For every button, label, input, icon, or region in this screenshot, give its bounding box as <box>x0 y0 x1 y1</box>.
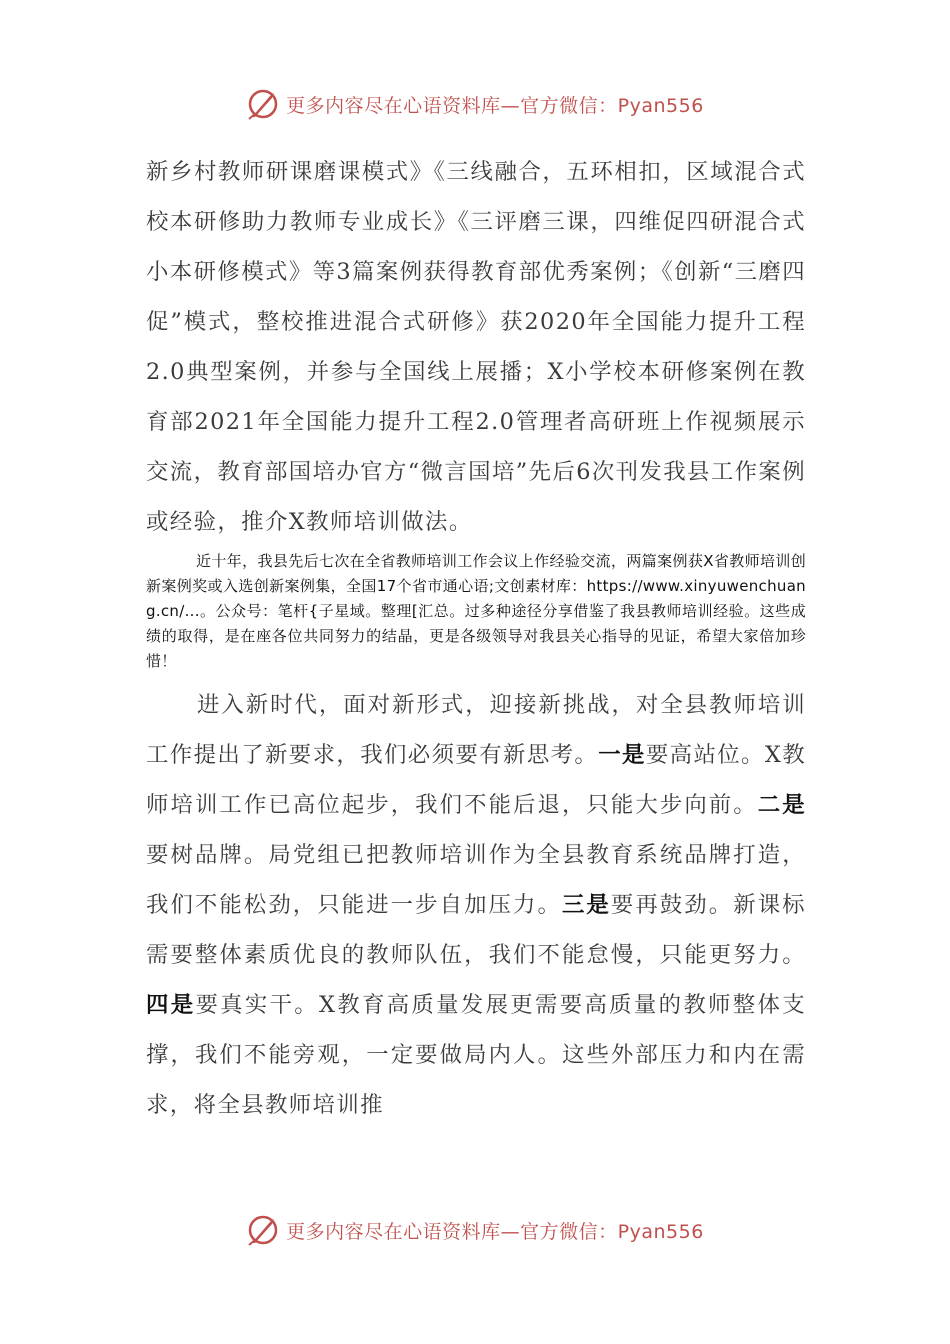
document-body <box>146 147 806 1130</box>
point-2-text: 要树品牌。局党组已把教师培训作为全县教育系统品牌打造，我们不能松劲，只能进一步自加压力。 <box>146 842 806 918</box>
footer-banner <box>0 1210 950 1250</box>
point-1-label: 一是 <box>598 742 646 768</box>
paragraph-2: 近十年，我县先后七次在全省教师培训工作会议上作经验交流，两篇案例获X省教师培训创新案例奖或入选创新案例集，全国17个省市通心语;文创素材库：https://www.xinyuwenchuang.cn/...。公众号：笔杆{子星域。整理[汇总。过多种途径分享借鉴了我县教师培训经验。这些成绩的取得，是在座各位共同努力的结晶，更是各级领导对我县关心指导的见证，希望大家倍加珍惜！ <box>146 552 806 670</box>
point-3-text: 要再鼓劲。新课标需要整体素质优良的教师队伍，我们不能怠慢，只能更努力。 <box>146 892 806 968</box>
header-banner <box>0 84 950 124</box>
quill-pen-circle-icon <box>246 1213 280 1247</box>
point-3-label: 三是 <box>561 892 611 918</box>
paragraph-3 <box>146 680 806 1130</box>
header-text: 更多内容尽在心语资料库—官方微信：Pyan556 <box>286 94 704 117</box>
footer-text: 更多内容尽在心语资料库—官方微信：Pyan556 <box>286 1220 704 1243</box>
point-1-text: 要高站位。X教师培训工作已高位起步，我们不能后退，只能大步向前。 <box>146 742 806 818</box>
paragraph-3-intro: 进入新时代，面对新形式，迎接新挑战，对全县教师培训工作提出了新要求，我们必须要有新思考。 <box>146 692 806 768</box>
point-4-label: 四是 <box>146 992 196 1018</box>
paragraph-1: 新乡村教师研课磨课模式》《三线融合，五环相扣，区域混合式校本研修助力教师专业成长》《三评磨三课，四维促四研混合式小本研修模式》等3篇案例获得教育部优秀案例；《创新“三磨四促”模式，整校推进混合式研修》获2020年全国能力提升工程2.0典型案例，并参与全国线上展播；X小学校本研修案例在教育部2021年全国能力提升工程2.0管理者高研班上作视频展示交流，教育部国培办官方“微言国培”先后6次刊发我县工作案例或经验，推介X教师培训做法。 <box>146 159 806 535</box>
point-2-label: 二是 <box>757 792 806 818</box>
point-4-text: 要真实干。X教育高质量发展更需要高质量的教师整体支撑，我们不能旁观，一定要做局内人。这些外部压力和内在需求，将全县教师培训推 <box>146 992 806 1118</box>
quill-pen-circle-icon <box>246 87 280 121</box>
